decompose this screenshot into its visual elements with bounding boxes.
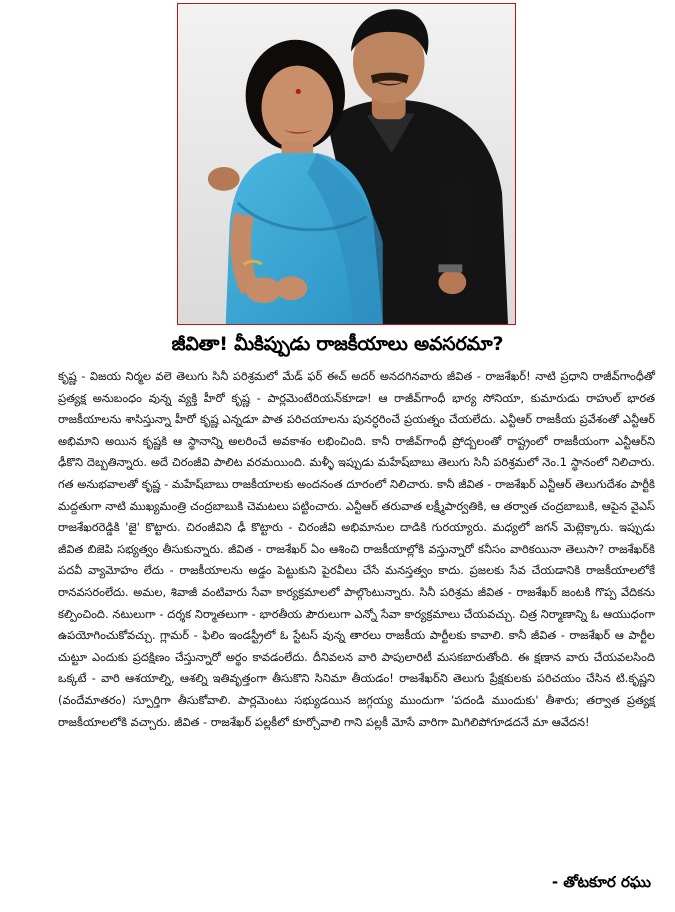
article-photo <box>177 3 516 325</box>
article-paragraph: కృష్ణ - విజయ నిర్మల వలె తెలుగు సినీ పరిశ్రమలో మేడ్ ఫర్ ఈచ్ అదర్ అనదగినవారు జీవిత - రాజశేఖర్! నాటి ప్రధాని రాజీవ్‌గాంధీతో ప్రత్యక్ష అనుబంధం వున్న వ్యక్తి హీరో కృష్ణ - పార్లమెంటేరియన్‌కూడా! ఆ రాజీవ్‌గాంధీ భార్య సోనియా, కుమారుడు రాహుల్ భారత రాజకీయాలను శాసిస్తున్నా హీరో కృష్ణ ఎన్నడూ పాత పరిచయాలను పునర్ధరించే ప్రయత్నం చేయలేదు. ఎన్టీఆర్ రాజకీయ ప్రవేశంతో ఎన్టీఆర్ అభిమాని అయిన కృష్ణకి ఆ స్థానాన్ని అలరించే అవకాశం లభించింది. కానీ రాజీవ్‌గాంధీ ప్రోద్బలంతో రాష్ట్రంలో రాజకీయంగా ఎన్టీఆర్‌ని ఢీకొని దెబ్బతిన్నారు. అదే చిరంజీవి పాలిట వరమయింది. మళ్ళీ ఇప్పుడు మహేష్‌బాబు తెలుగు సినీ పరిశ్రమలో నెం.1 స్థానంలో నిలిచారు. గత అనుభవాలతో కృష్ణ - మహేష్‌బాబు రాజకీయాలకు అందనంత దూరంలో నిలిచారు. కానీ జీవిత - రాజశేఖర్ ఎన్టీఆర్ తెలుగుదేశం పార్టీకి మద్దతుగా నాటి ముఖ్యమంత్రి చంద్రబాబుకి చెమటలు పట్టించారు. ఎన్టీఆర్ తరువాత లక్ష్మీపార్వతికి, ఆ తర్వాత చంద్రబాబుకి, ఆపైన వైఎస్ రాజశేఖరరెడ్డికి 'జై' కొట్టారు. చిరంజీవిని ఢీ కొట్టారు - చిరంజీవి అభిమానుల దాడికి గురయ్యారు. మధ్యలో జగన్ మెట్లెక్కారు. ఇప్పుడు జీవిత బిజెపి సభ్యత్వం తీసుకున్నారు. జీవిత - రాజశేఖర్ ఏం ఆశించి రాజకీయాల్లోకి వస్తున్నారో కనీసం వారికయినా తెలుసా? రాజశేఖర్‌కి పదవీ వ్యామోహం లేదు - రాజకీయాలను అడ్డం పెట్టుకుని పైరవీలు చేసే మనస్తత్వం కాదు. ప్రజలకు సేవ చేయడానికి రాజకీయాలలోకే రానవసరంలేదు. అమల, శివాజీ వంటివారు సేవా కార్యక్రమాలలో పాల్గొంటున్నారు. సినీ పరిశ్రమ జీవిత - రాజశేఖర్ జంటకి గొప్ప వేదికను కల్పించింది. నటులుగా - దర్శక నిర్మాతలుగా - భారతీయ పౌరులుగా ఎన్నో సేవా కార్యక్రమాలు చేయవచ్చు. చిత్ర నిర్మాణాన్ని ఓ ఆయుధంగా ఉపయోగించుకోవచ్చు. గ్లామర్ - ఫిలిం ఇండస్ట్రీలో ఓ స్టేటస్ వున్న తారలు రాజకీయ పార్టీలకు కావాలి. కానీ జీవిత - రాజశేఖర్ ఆ పార్టీల చుట్టూ ఎందుకు ప్రదక్షిణం చేస్తున్నారో అర్థం కావడంలేదు. దీనివలన వారి పాపులారిటీ మసకబారుతోంది. ఈ క్షణాన వారు చేయవలసింది ఒక్కటే - వారి ఆశయాల్ని, ఆశల్ని ఇతివృత్తంగా తీసుకొని సినిమా తీయడం! రాజశేఖర్‌ని తెలుగు ప్రేక్షకులకు పరిచయం చేసిన టి.కృష్ణని (వందేమాతరం) స్పూర్తిగా తీసుకోవాలి. పార్లమెంటు సభ్యుడయిన జగ్గయ్య ముందుగా 'పదండి ముందుకు' తీశారు; తర్వాత ప్రత్యక్ష రాజకీయాలలోకి వచ్చారు. జీవిత - రాజశేఖర్ పల్లకీలో కూర్చోవాలి గాని పల్లకీ మోసే వారిగా మిగిలిపోగూడదనే మా ఆవేదన! <box>58 369 655 729</box>
article-body <box>22 366 655 733</box>
article-headline: జీవితా! మీకిప్పుడు రాజకీయాలు అవసరమా? <box>171 333 504 355</box>
author-signature: - తోటకూర రఘు <box>551 873 651 891</box>
couple-portrait-image <box>178 4 515 324</box>
